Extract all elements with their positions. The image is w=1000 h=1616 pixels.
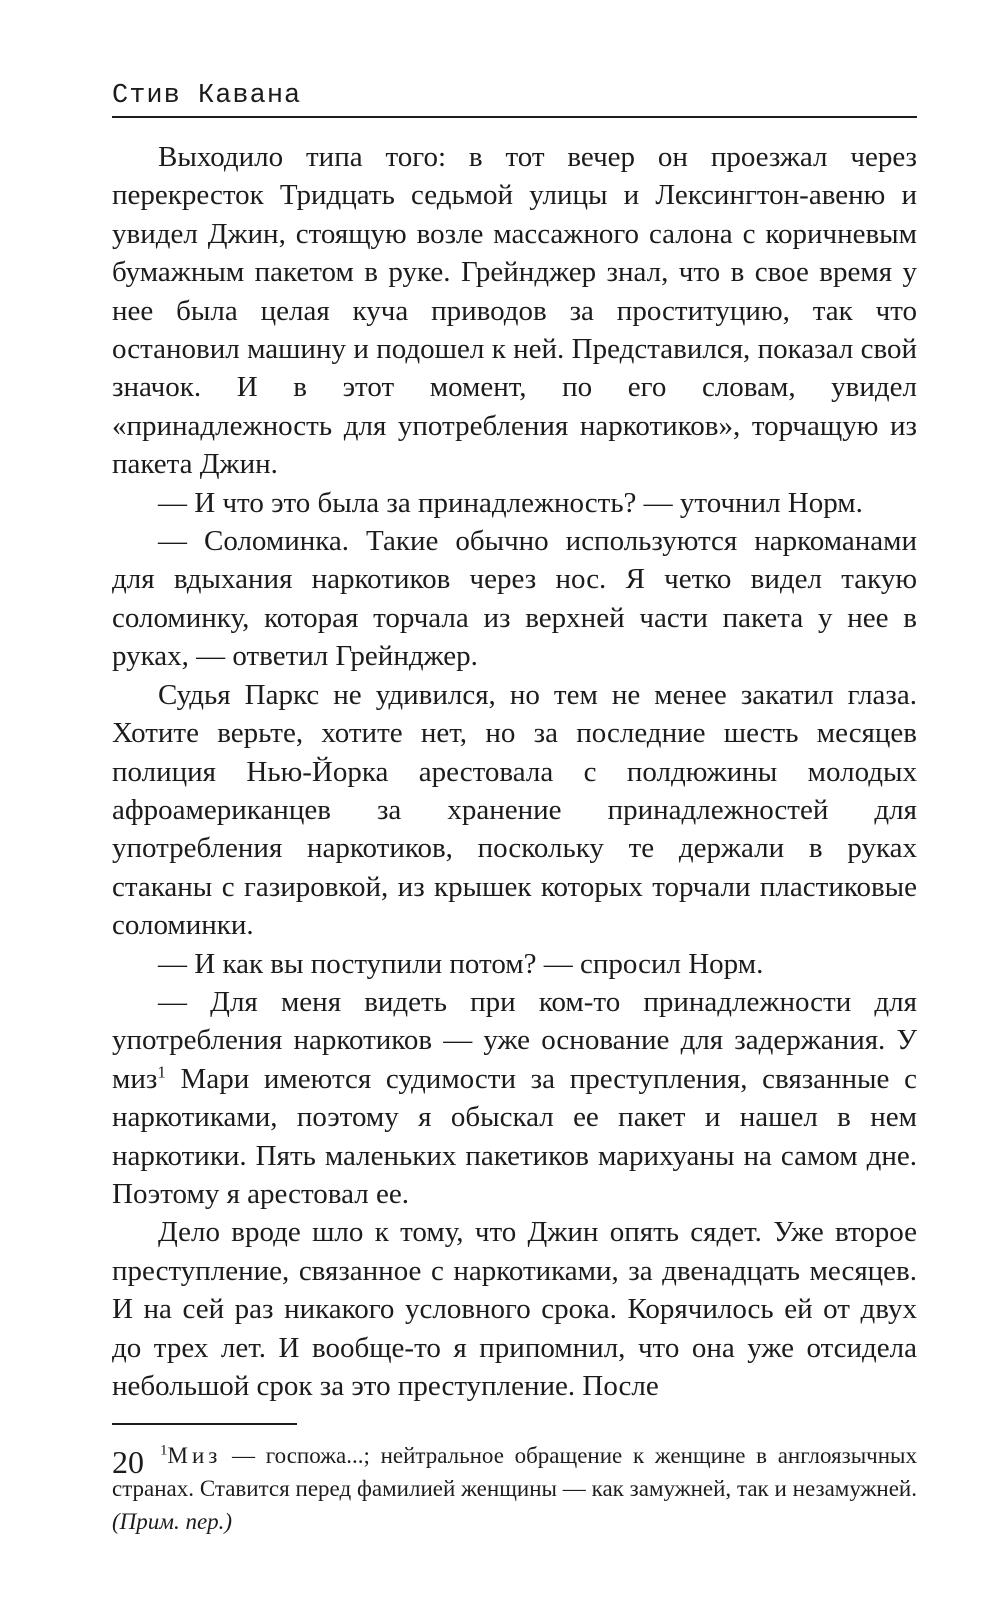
footnote-divider	[112, 1423, 297, 1425]
book-page	[112, 78, 917, 1538]
paragraph: — И как вы поступили потом? — спросил Норм.	[158, 947, 764, 980]
footnote-body: — госпожа...; нейтральное обращение к женщине в англоязычных странах. Ставится перед фамилией женщины — как замужней, так и незамужней.	[112, 1443, 917, 1502]
paragraph: Судья Паркс не удивился, но тем не менее закатил глаза. Хотите верьте, хотите нет, но за последние шесть месяцев полиция Нью-Йорка арестовала с полдюжины молодых афроамериканцев за хранение принадлежностей для употребления наркотиков, поскольку те держали в руках стаканы с газировкой, из крышек которых торчали пластиковые соломинки.	[112, 678, 917, 942]
footnote	[112, 1439, 917, 1538]
body-text	[112, 138, 917, 1405]
footnote-term: Миз	[167, 1443, 222, 1469]
footnote-reference: 1	[157, 1062, 166, 1082]
running-head: Стив Кавана	[112, 78, 917, 118]
translator-note: (Прим. пер.)	[112, 1509, 233, 1535]
paragraph: — Соломинка. Такие обычно используются наркоманами для вдыхания наркотиков через нос. Я четко видел такую соломинку, которая торчала из верхней части пакета у нее в руках, — ответил Грейнджер.	[112, 525, 917, 673]
paragraph-text: Мари имеются судимости за преступления, связанные с наркотиками, поэтому я обыскал ее пакет и нашел в нем наркотики. Пять маленьких пакетиков марихуаны на самом дне. Поэтому я арестовал ее.	[112, 1062, 917, 1210]
footnote-text	[112, 1439, 917, 1538]
paragraph	[112, 983, 917, 1213]
paragraph-text: — Для меня видеть при ком-то принадлежности для употребления наркотиков — уже основание для задержания. У миз	[112, 985, 917, 1095]
footnote-marker: 1	[160, 1442, 168, 1459]
paragraph: Дело вроде шло к тому, что Джин опять сядет. Уже второе преступление, связанное с наркотиками, за двенадцать месяцев. И на сей раз никакого условного срока. Корячилось ей от двух до трех лет. И вообще-то я припомнил, что она уже отсидела небольшой срок за это преступление. После	[112, 1216, 917, 1402]
page-number: 20	[112, 1444, 144, 1480]
paragraph: — И что это была за принадлежность? — уточнил Норм.	[158, 486, 863, 519]
paragraph: Выходило типа того: в тот вечер он проезжал через перекресток Тридцать седьмой улицы и Лексингтон-авеню и увидел Джин, стоящую возле массажного салона с коричневым бумажным пакетом в руке. Грейнджер знал, что в свое время у нее была целая куча приводов за проституцию, так что остановил машину и подошел к ней. Представился, показал свой значок. И в этот момент, по его словам, увидел «принадлежность для употребления наркотиков», торчащую из пакета Джин.	[112, 141, 917, 481]
